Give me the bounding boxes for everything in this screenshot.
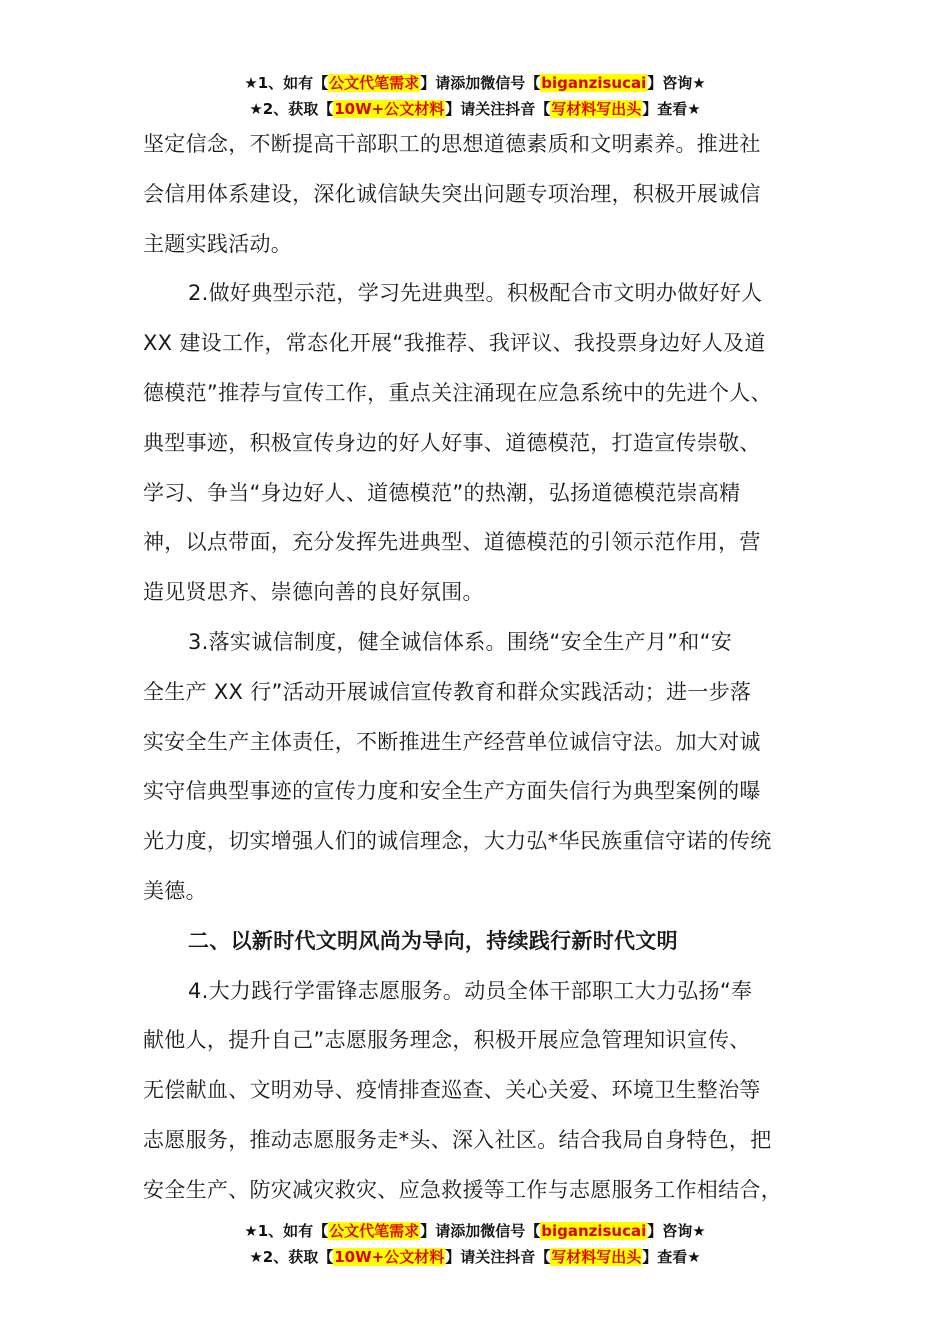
footer-banner	[0, 1218, 950, 1270]
highlight-text: 10W+公文材料	[334, 100, 445, 118]
banner-text: 】查看★	[642, 1248, 701, 1266]
douyin-account: 写材料写出头	[551, 100, 642, 118]
body-line: 实守信典型事迹的宣传力度和安全生产方面失信行为典型案例的曝	[143, 779, 761, 804]
body-line: 光力度，切实增强人们的诚信理念，大力弘*华民族重信守诺的传统	[143, 829, 772, 854]
header-banner	[0, 70, 950, 122]
body-line: 安全生产、防灾减灾救灾、应急救援等工作与志愿服务工作相结合，	[143, 1177, 782, 1202]
banner-text: 】咨询★	[647, 74, 706, 92]
body-line: XX 建设工作，常态化开展“我推荐、我评议、我投票身边好人及道	[143, 331, 766, 356]
body-line: 坚定信念，不断提高干部职工的思想道德素质和文明素养。推进社	[143, 132, 761, 156]
banner-text: 】咨询★	[647, 1222, 706, 1240]
highlight-text: 公文代笔需求	[329, 74, 420, 92]
banner-text: ★1、如有【	[244, 74, 329, 92]
banner-text: 】请添加微信号【	[420, 74, 541, 92]
body-line: 志愿服务，推动志愿服务走*头、深入社区。结合我局自身特色，把	[143, 1127, 772, 1152]
body-line: 造见贤思齐、崇德向善的良好氛围。	[143, 580, 484, 605]
banner-text: ★2、获取【	[249, 1248, 334, 1266]
banner-line-1	[0, 1218, 950, 1244]
paragraph-start-line: 2.做好典型示范，学习先进典型。积极配合市文明办做好好人	[188, 281, 763, 306]
body-line: 无偿献血、文明劝导、疫情排查巡查、关心关爱、环境卫生整治等	[143, 1078, 761, 1103]
banner-text: ★1、如有【	[244, 1222, 329, 1240]
paragraph-start-line: 4.大力践行学雷锋志愿服务。动员全体干部职工大力弘扬“奉	[188, 978, 753, 1003]
wechat-id: biganzisucai	[541, 74, 647, 92]
body-line: 献他人，提升自己”志愿服务理念，积极开展应急管理知识宣传、	[143, 1028, 751, 1053]
banner-text: 】请添加微信号【	[420, 1222, 541, 1240]
document-body	[143, 120, 823, 1216]
banner-line-1	[0, 70, 950, 96]
body-line: 典型事迹，积极宣传身边的好人好事、道德模范，打造宣传崇敬、	[143, 430, 761, 455]
banner-line-2	[0, 1244, 950, 1270]
body-line: 全生产 XX 行”活动开展诚信宣传教育和群众实践活动；进一步落	[143, 679, 752, 704]
body-line: 主题实践活动。	[143, 231, 293, 256]
highlight-text: 10W+公文材料	[334, 1248, 445, 1266]
body-line: 实安全生产主体责任，不断推进生产经营单位诚信守法。加大对诚	[143, 729, 761, 754]
body-line: 德模范”推荐与宣传工作，重点关注涌现在应急系统中的先进个人、	[143, 380, 772, 405]
banner-text: 】请关注抖音【	[445, 1248, 551, 1266]
body-line: 会信用体系建设，深化诚信缺失突出问题专项治理，积极开展诚信	[143, 181, 761, 206]
highlight-text: 公文代笔需求	[329, 1222, 420, 1240]
banner-text: 】查看★	[642, 100, 701, 118]
body-line: 学习、争当“身边好人、道德模范”的热潮，弘扬道德模范崇高精	[143, 480, 741, 505]
section-heading: 二、以新时代文明风尚为导向，持续践行新时代文明	[188, 928, 678, 953]
banner-text: 】请关注抖音【	[445, 100, 551, 118]
douyin-account: 写材料写出头	[551, 1248, 642, 1266]
wechat-id: biganzisucai	[541, 1222, 647, 1240]
body-line: 美德。	[143, 878, 207, 903]
banner-text: ★2、获取【	[249, 100, 334, 118]
body-line: 神，以点带面，充分发挥先进典型、道德模范的引领示范作用，营	[143, 530, 761, 555]
banner-line-2	[0, 96, 950, 122]
paragraph-start-line: 3.落实诚信制度，健全诚信体系。围绕“安全生产月”和“安	[188, 629, 733, 654]
